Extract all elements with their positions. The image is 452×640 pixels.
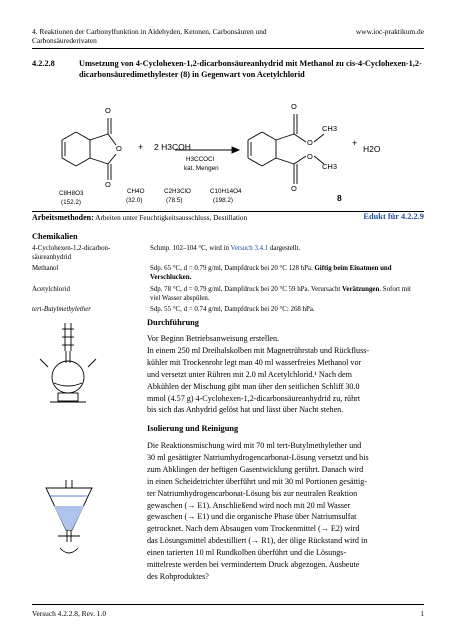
- methods-line: [32, 213, 247, 222]
- formula-acetylchloride: C2H3ClO: [164, 188, 191, 195]
- ester-carbonyl-oxygen-bottom: O: [291, 184, 297, 193]
- plus-sign-2: +: [352, 138, 358, 148]
- chemical-name: tert-Butylmethylether: [32, 306, 91, 313]
- chemical-name: Acetylchlorid: [32, 286, 70, 293]
- text-line: kühler mit Trockenrohr legt man 40 ml wasserfreies Methanol vor: [147, 357, 362, 367]
- chemicals-heading: Chemikalien: [32, 232, 78, 241]
- page-footer: [32, 609, 424, 618]
- edukt-link[interactable]: Edukt für 4.2.2.9: [363, 212, 424, 221]
- mass-methanol: (32.0): [126, 197, 143, 204]
- methanol-label: 2 H3COH: [154, 142, 191, 152]
- durchfuehrung-heading: Durchführung: [147, 318, 199, 327]
- text-line: des Rohproduktes?: [147, 571, 209, 581]
- header-url[interactable]: www.ioc-praktikum.de: [355, 27, 424, 36]
- text-line: Abkühlen der Mischung gibt man über den seitlichen Schliff 30.0: [147, 381, 360, 391]
- text-line: einen tarierten 10 ml Rundkolben überführt und die Lösungs-: [147, 548, 347, 558]
- methyl-bottom: CH3: [322, 162, 338, 171]
- footer-rule: [32, 604, 424, 605]
- text-line: in einen Scheidetrichter überführt und mit 30 ml Portionen gesättig-: [147, 476, 368, 486]
- text-line: mmol (4.57 g) 4-Cyclohexen-1,2-dicarbonsäureanhydrid zu, rührt: [147, 393, 361, 403]
- chemical-data: Schmp. 102–104 °C, wird in Versuch 3.4.1 dargestellt.: [150, 245, 301, 252]
- mass-acetylchloride: (78.5): [166, 197, 183, 204]
- text-line: bis sich das Anhydrid gelöst hat und lässt über Nacht stehen.: [147, 405, 344, 415]
- title-text: Umsetzung von 4-Cyclohexen-1,2-dicarbonsäureanhydrid mit Methanol zu cis-4-Cyclohexen-1,2-dicarbonsäuredimethylester (8) in Gegenwart von Acetylchlorid: [79, 59, 422, 79]
- text-line: zum Abklingen der heftigen Gasentwicklung gerührt. Danach wird: [147, 464, 364, 474]
- header-chapter: 4. Reaktionen der Carbonylfunktion in Aldehyden, Ketonen, Carbonsäuren und Carbonsäurederivaten: [32, 27, 267, 46]
- isolierung-heading: Isolierung und Reinigung: [147, 424, 239, 433]
- text-line: Vor Beginn Betriebsanweisung erstellen.: [147, 334, 280, 343]
- isolierung-text: [147, 440, 424, 583]
- mass-product: (198.2): [213, 197, 233, 204]
- ester-oxygen-top: O: [307, 138, 313, 147]
- text-line: In einem 250 ml Dreihalskolben mit Magnetrührstab und Rückfluss-: [147, 345, 370, 355]
- formula-product: C10H14O4: [210, 188, 242, 195]
- water-label: H2O: [363, 144, 381, 154]
- plus-sign: +: [138, 142, 144, 152]
- versuch-link[interactable]: Versuch 3.4.1: [230, 245, 269, 252]
- text-line: das Lösungsmittel abdestilliert (→ R1), der ölige Rückstand wird in: [147, 536, 368, 546]
- text-line: ter Natriumhydrogencarbonat-Lösung bis zur neutralen Reaktion: [147, 488, 358, 498]
- text-line: 30 ml gesättigter Natriumhydrogencarbonat-Lösung versetzt und bis: [147, 452, 369, 462]
- title-number: 4.2.2.8: [32, 59, 55, 68]
- chemical-data: Sdp. 55 °C, d = 0.74 g/ml, Dampfdruck bei 20 °C: 268 hPa.: [150, 306, 315, 313]
- separating-funnel-icon: [36, 480, 106, 560]
- product-number: 8: [337, 193, 342, 203]
- chemical-data: Sdp. 65 °C, d = 0.79 g/ml, Dampfdruck bei 20 °C 128 hPa. Giftig beim Einatmen und Verschlucken.: [150, 265, 392, 281]
- chemical-name: Methanol: [32, 265, 59, 272]
- chemical-data: Sdp. 78 °C, d = 0.79 g/ml, Dampfdruck bei 20 °C 59 hPa. Verursacht Verätzungen. Sofort mit viel Wasser abspülen.: [150, 286, 411, 302]
- methods-text: Arbeiten unter Feuchtigkeitsausschluss, Destillation: [95, 213, 248, 222]
- text-line: Die Reaktionsmischung wird mit 70 ml tert-Butylmethylether und: [147, 441, 362, 450]
- formula-anhydride: C8H8O3: [59, 190, 84, 197]
- footer-version: Versuch 4.2.2.8, Rev. 1.0: [32, 609, 107, 618]
- text-line: mittelreste werden bei vermindertem Druck abgezogen. Ausbeute: [147, 560, 360, 570]
- text-line: gewaschen (→ E1) und die organische Phase über Natriumsulfat: [147, 512, 357, 522]
- reaction-scheme: [32, 92, 424, 212]
- durchfuehrung-text: [147, 333, 424, 416]
- methyl-top: CH3: [322, 124, 338, 133]
- mass-anhydride: (152.2): [61, 199, 81, 206]
- anhydride-carbonyl-oxygen-top: O: [105, 106, 111, 115]
- text-line: gewaschen (→ E1). Anschließend wird noch mit 20 ml Wasser: [147, 500, 351, 510]
- chemical-name: 4-Cyclohexen-1,2-dicarbon-säureanhydrid: [32, 245, 111, 261]
- text-line: getrocknet. Nach dem Absaugen vom Trockenmittel (→ E2) wird: [147, 524, 360, 534]
- reflux-apparatus-icon: [36, 323, 106, 405]
- reagent-label: H3CCOCl: [186, 156, 214, 163]
- catalyst-label: kat. Mengen: [184, 165, 219, 172]
- ester-oxygen-bottom: O: [307, 152, 313, 161]
- page-number: 1: [420, 609, 424, 618]
- text-line: und versetzt unter Rühren mit 2.0 ml Acetylchlorid.¹ Nach dem: [147, 369, 352, 379]
- header-rule: [32, 48, 424, 49]
- methods-label: Arbeitsmethoden:: [32, 213, 94, 222]
- anhydride-carbonyl-oxygen-bottom: O: [105, 180, 111, 189]
- anhydride-ring-oxygen: O: [116, 144, 122, 153]
- ester-carbonyl-oxygen-top: O: [291, 102, 297, 111]
- formula-methanol: CH4O: [127, 188, 145, 195]
